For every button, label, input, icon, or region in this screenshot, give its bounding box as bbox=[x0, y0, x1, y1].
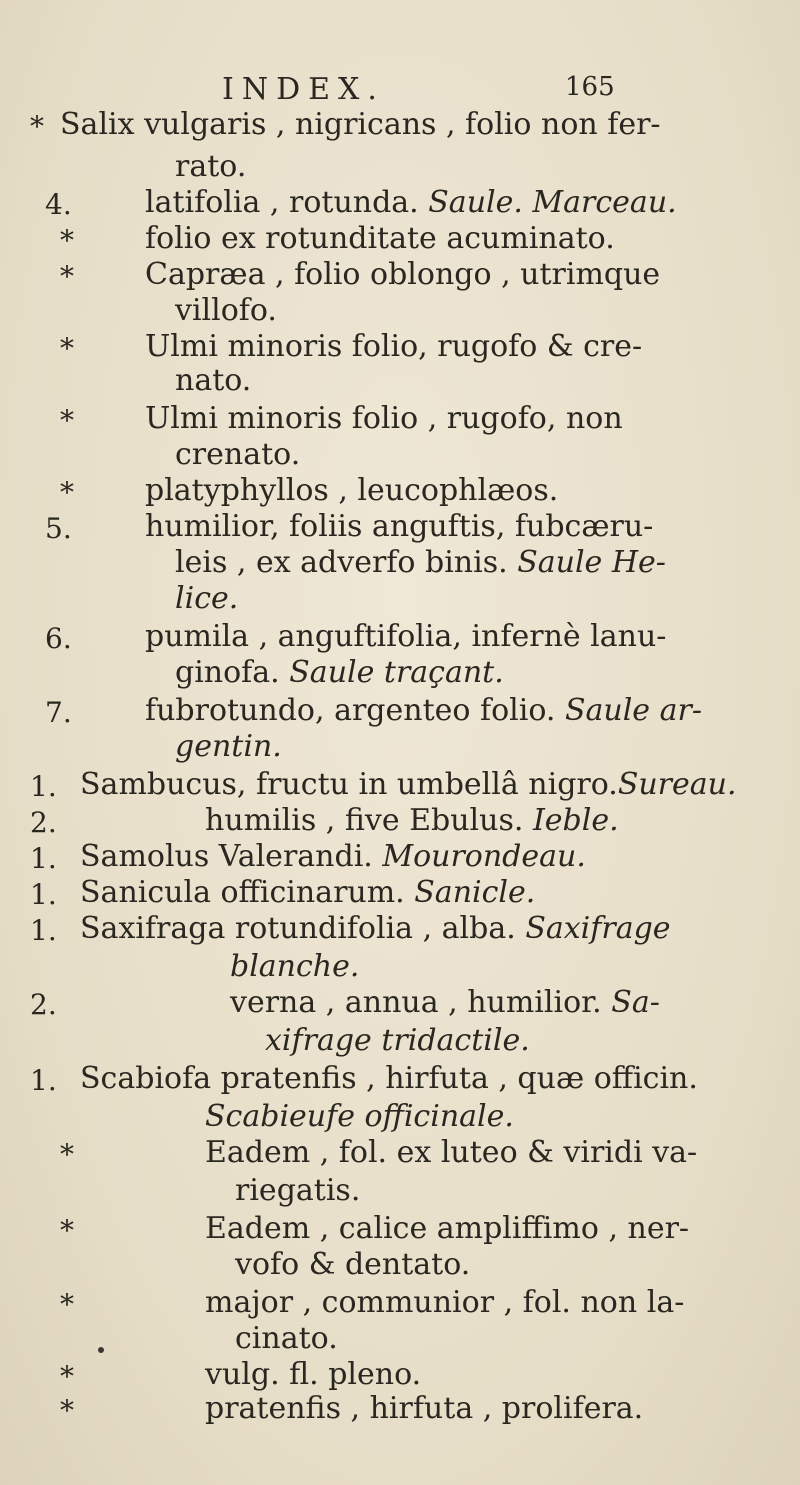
entry-text: Eadem , fol. ex luteo & viridi va- bbox=[205, 1135, 698, 1170]
entry-text: folio ex rotunditate acuminato. bbox=[145, 221, 615, 256]
index-entry-line bbox=[205, 1100, 514, 1134]
entry-marker: * bbox=[60, 1138, 74, 1171]
entry-marker: 2. bbox=[30, 988, 57, 1021]
index-entry-line bbox=[145, 258, 660, 292]
index-entry-line bbox=[175, 364, 251, 398]
entry-vernacular-name: Saule ar- bbox=[564, 693, 702, 728]
index-entry-line bbox=[145, 510, 653, 544]
index-entry-line bbox=[175, 730, 282, 764]
entry-text: vofo & dentato. bbox=[235, 1247, 471, 1282]
index-entry-line bbox=[265, 1024, 530, 1058]
entry-text: Saxifraga rotundifolia , alba. bbox=[80, 911, 526, 946]
entry-vernacular-name: Sanicle. bbox=[414, 875, 536, 910]
page-number: 165 bbox=[565, 72, 615, 102]
entry-text: verna , annua , humilior. bbox=[230, 985, 612, 1020]
entry-marker: 1. bbox=[30, 1064, 57, 1097]
index-entry-line bbox=[175, 656, 504, 690]
index-entry-line bbox=[80, 840, 586, 874]
entry-vernacular-name: Saule traçant. bbox=[289, 655, 504, 690]
entry-marker: * bbox=[60, 1394, 74, 1427]
entry-text: rato. bbox=[175, 149, 247, 184]
entry-text: Sambucus, fructu in umbellâ nigro. bbox=[80, 767, 618, 802]
entry-text: Ulmi minoris folio, rugofo & cre- bbox=[145, 329, 643, 364]
index-entry-line bbox=[145, 402, 623, 436]
entry-text: Sanicula officinarum. bbox=[80, 875, 415, 910]
index-entry-line bbox=[230, 950, 359, 984]
index-entry-line bbox=[235, 1322, 338, 1356]
entry-text: humilis , five Ebulus. bbox=[205, 803, 533, 838]
entry-marker: 6. bbox=[45, 622, 72, 655]
entry-marker: * bbox=[60, 404, 74, 437]
entry-text: pumila , anguftifolia, infernè lanu- bbox=[145, 619, 667, 654]
entry-text: Samolus Valerandi. bbox=[80, 839, 383, 874]
entry-vernacular-name: Sa- bbox=[611, 985, 660, 1020]
index-entry-line bbox=[175, 438, 300, 472]
entry-vernacular-name: Mourondeau. bbox=[382, 839, 586, 874]
entry-vernacular-name: Saule. Marceau. bbox=[428, 185, 677, 220]
index-entry-line bbox=[230, 986, 660, 1020]
index-entry-line bbox=[145, 330, 642, 364]
index-entry-line bbox=[205, 1358, 421, 1392]
index-entry-line bbox=[205, 1136, 697, 1170]
entry-text: Salix vulgaris , nigricans , folio non fer- bbox=[60, 107, 661, 142]
entry-vernacular-name: Saule He- bbox=[517, 545, 666, 580]
entry-text: Capræa , folio oblongo , utrimque bbox=[145, 257, 661, 292]
entry-text: riegatis. bbox=[235, 1173, 361, 1208]
entry-marker: * bbox=[60, 1288, 74, 1321]
index-entry-line bbox=[80, 876, 535, 910]
index-entry-line bbox=[145, 620, 666, 654]
index-entry-line bbox=[80, 912, 671, 946]
entry-marker: * bbox=[30, 110, 44, 143]
entry-vernacular-name: blanche. bbox=[230, 949, 360, 984]
entry-marker: * bbox=[60, 260, 74, 293]
entry-vernacular-name: lice. bbox=[175, 581, 239, 616]
entry-text: cinato. bbox=[235, 1321, 338, 1356]
entry-vernacular-name: xifrage tridactile. bbox=[265, 1023, 530, 1058]
index-entry-line bbox=[80, 1062, 698, 1096]
entry-marker: * bbox=[60, 224, 74, 257]
entry-vernacular-name: Saxifrage bbox=[525, 911, 671, 946]
entry-marker: * bbox=[60, 1360, 74, 1393]
index-entry-line bbox=[145, 186, 677, 220]
entry-marker: 4. bbox=[45, 188, 72, 221]
entry-vernacular-name: gentin. bbox=[175, 729, 282, 764]
index-entry-line bbox=[175, 546, 666, 580]
entry-marker: 1. bbox=[30, 770, 57, 803]
index-entry-line bbox=[205, 1286, 684, 1320]
entry-marker: 5. bbox=[45, 512, 72, 545]
entry-marker: 1. bbox=[30, 842, 57, 875]
entry-marker: 1. bbox=[30, 914, 57, 947]
index-entry-line bbox=[175, 582, 238, 616]
index-entry-line bbox=[205, 1212, 689, 1246]
index-entry-line bbox=[235, 1174, 360, 1208]
index-entry-line bbox=[175, 150, 246, 184]
entry-marker: * bbox=[60, 476, 74, 509]
entry-text: platyphyllos , leucophlæos. bbox=[145, 473, 559, 508]
entry-text: Scabiofa pratenfis , hirfuta , quæ officin. bbox=[80, 1061, 698, 1096]
entry-vernacular-name: Ieble. bbox=[532, 803, 619, 838]
entry-text: vulg. fl. pleno. bbox=[205, 1357, 422, 1392]
entry-marker: * bbox=[60, 332, 74, 365]
entry-text: nato. bbox=[175, 363, 252, 398]
index-entry-line bbox=[205, 1392, 643, 1426]
entry-text: pratenfis , hirfuta , prolifera. bbox=[205, 1391, 644, 1426]
index-entry-line bbox=[145, 474, 558, 508]
entry-text: major , communior , fol. non la- bbox=[205, 1285, 685, 1320]
entry-text: ginofa. bbox=[175, 655, 290, 690]
entry-text: leis , ex adverfo binis. bbox=[175, 545, 518, 580]
ink-spot bbox=[98, 1347, 104, 1353]
entry-text: Eadem , calice ampliffimo , ner- bbox=[205, 1211, 690, 1246]
entry-text: villofo. bbox=[175, 293, 277, 328]
entry-vernacular-name: Scabieufe officinale. bbox=[205, 1099, 514, 1134]
index-entry-line bbox=[60, 108, 661, 142]
entry-text: Ulmi minoris folio , rugofo, non bbox=[145, 401, 623, 436]
entry-vernacular-name: Sureau. bbox=[617, 767, 737, 802]
index-entry-line bbox=[145, 222, 615, 256]
entry-marker: 7. bbox=[45, 696, 72, 729]
entry-text: latifolia , rotunda. bbox=[145, 185, 429, 220]
entry-text: humilior, foliis anguftis, fubcæru- bbox=[145, 509, 654, 544]
index-entry-line bbox=[80, 768, 737, 802]
index-title: INDEX. bbox=[222, 72, 385, 107]
entry-marker: 2. bbox=[30, 806, 57, 839]
index-entry-line bbox=[235, 1248, 470, 1282]
index-entry-line bbox=[205, 804, 619, 838]
page-header bbox=[0, 72, 800, 112]
entry-marker: 1. bbox=[30, 878, 57, 911]
entry-marker: * bbox=[60, 1214, 74, 1247]
entry-text: crenato. bbox=[175, 437, 301, 472]
index-entry-line bbox=[145, 694, 702, 728]
index-entry-line bbox=[175, 294, 277, 328]
entry-text: fubrotundo, argenteo folio. bbox=[145, 693, 565, 728]
